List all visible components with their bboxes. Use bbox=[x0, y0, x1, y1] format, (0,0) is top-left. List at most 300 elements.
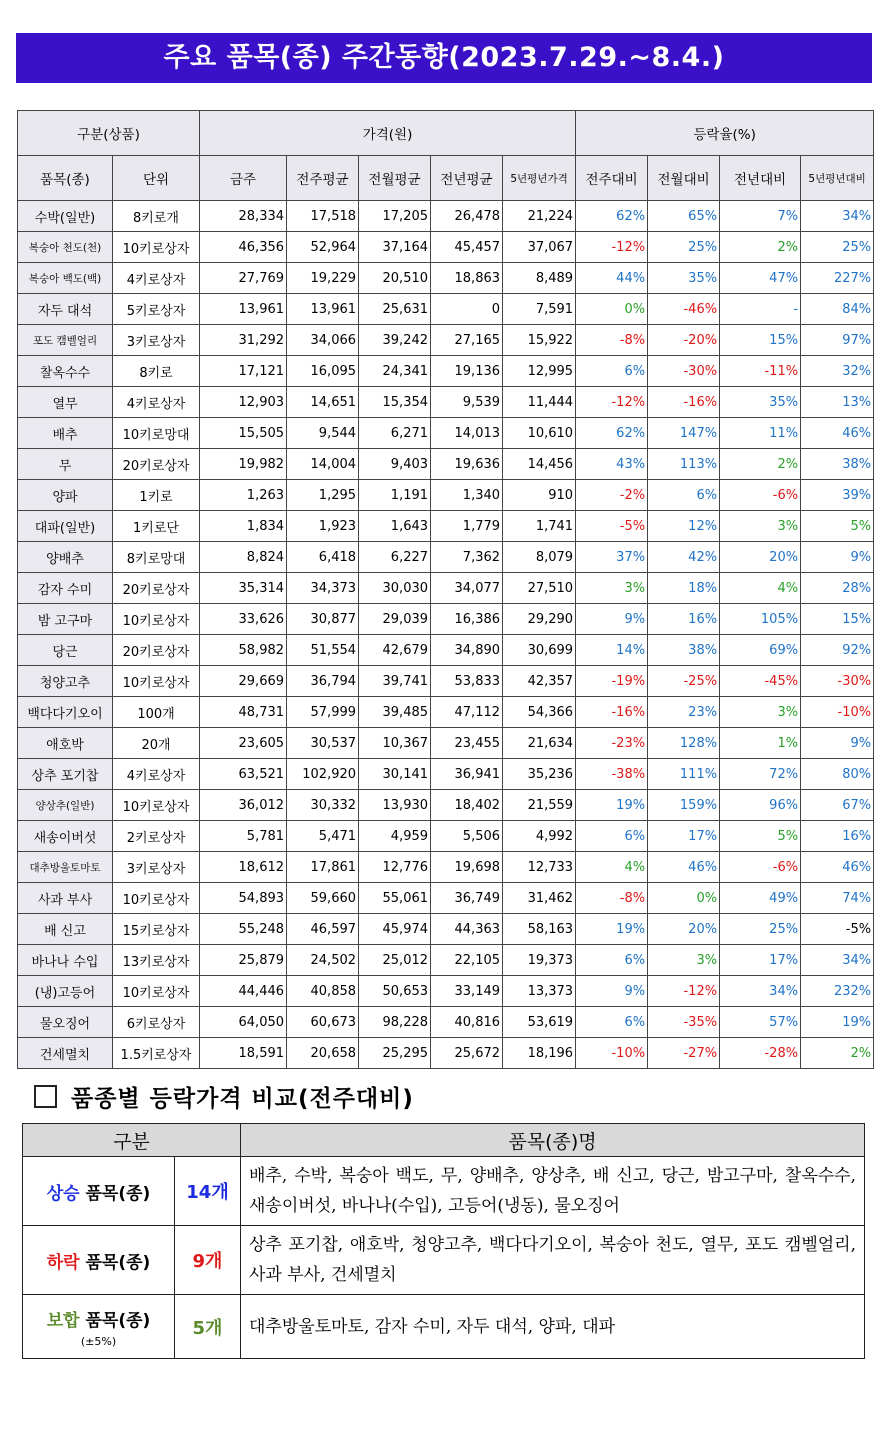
price-cell: 1,643 bbox=[359, 511, 431, 542]
change-cell: 113% bbox=[648, 449, 720, 480]
compare-category bbox=[23, 1295, 175, 1359]
item-name: 사과 부사 bbox=[18, 883, 113, 914]
change-cell: 57% bbox=[720, 1007, 801, 1038]
change-cell: 25% bbox=[720, 914, 801, 945]
item-unit: 4키로상자 bbox=[113, 387, 200, 418]
price-cell: 1,340 bbox=[431, 480, 503, 511]
item-unit: 4키로상자 bbox=[113, 759, 200, 790]
change-cell: 32% bbox=[801, 356, 874, 387]
table-row bbox=[18, 232, 874, 263]
compare-items: 대추방울토마토, 감자 수미, 자두 대석, 양파, 대파 bbox=[241, 1295, 865, 1359]
compare-category-suffix: 품목(종) bbox=[79, 1183, 151, 1204]
change-cell: 6% bbox=[576, 945, 648, 976]
table-row bbox=[18, 852, 874, 883]
price-cell: 25,012 bbox=[359, 945, 431, 976]
item-unit: 20키로상자 bbox=[113, 573, 200, 604]
change-cell: -25% bbox=[648, 666, 720, 697]
change-cell: -11% bbox=[720, 356, 801, 387]
price-cell: 24,341 bbox=[359, 356, 431, 387]
price-cell: 30,699 bbox=[503, 635, 576, 666]
price-cell: 34,077 bbox=[431, 573, 503, 604]
price-cell: 7,591 bbox=[503, 294, 576, 325]
change-cell: 25% bbox=[801, 232, 874, 263]
change-cell: 17% bbox=[720, 945, 801, 976]
compare-category-suffix: 품목(종) bbox=[79, 1252, 151, 1273]
change-cell: 23% bbox=[648, 697, 720, 728]
price-cell: 28,334 bbox=[200, 201, 287, 232]
change-cell: -12% bbox=[576, 232, 648, 263]
change-cell: 9% bbox=[801, 542, 874, 573]
price-cell: 54,893 bbox=[200, 883, 287, 914]
change-cell: -19% bbox=[576, 666, 648, 697]
item-unit: 10키로상자 bbox=[113, 976, 200, 1007]
change-cell: -45% bbox=[720, 666, 801, 697]
table-row bbox=[18, 325, 874, 356]
item-unit: 3키로상자 bbox=[113, 325, 200, 356]
change-cell: 5% bbox=[720, 821, 801, 852]
price-cell: 10,367 bbox=[359, 728, 431, 759]
section-title-text: 품종별 등락가격 비교(전주대비) bbox=[71, 1086, 414, 1112]
item-unit: 4키로상자 bbox=[113, 263, 200, 294]
price-cell: 1,834 bbox=[200, 511, 287, 542]
price-cell: 6,227 bbox=[359, 542, 431, 573]
item-name: 대파(일반) bbox=[18, 511, 113, 542]
column-header: 전월평균 bbox=[359, 156, 431, 201]
price-cell: 8,079 bbox=[503, 542, 576, 573]
item-unit: 10키로상자 bbox=[113, 883, 200, 914]
table-row bbox=[18, 263, 874, 294]
item-unit: 100개 bbox=[113, 697, 200, 728]
change-cell: -12% bbox=[576, 387, 648, 418]
change-cell: 2% bbox=[720, 449, 801, 480]
price-cell: 14,004 bbox=[287, 449, 359, 480]
compare-header-category: 구분 bbox=[23, 1124, 241, 1157]
change-cell: 20% bbox=[648, 914, 720, 945]
price-cell: 12,733 bbox=[503, 852, 576, 883]
price-cell: 40,858 bbox=[287, 976, 359, 1007]
price-cell: 18,612 bbox=[200, 852, 287, 883]
price-cell: 50,653 bbox=[359, 976, 431, 1007]
compare-row bbox=[23, 1226, 865, 1295]
change-cell: 3% bbox=[576, 573, 648, 604]
table-row bbox=[18, 821, 874, 852]
item-name: 무 bbox=[18, 449, 113, 480]
price-cell: 13,930 bbox=[359, 790, 431, 821]
price-cell: 37,164 bbox=[359, 232, 431, 263]
column-header: 전주대비 bbox=[576, 156, 648, 201]
change-cell: 227% bbox=[801, 263, 874, 294]
price-cell: 39,485 bbox=[359, 697, 431, 728]
change-cell: 43% bbox=[576, 449, 648, 480]
item-name: 복숭아 천도(천) bbox=[18, 232, 113, 263]
price-cell: 45,457 bbox=[431, 232, 503, 263]
table-row bbox=[18, 914, 874, 945]
price-cell: 15,505 bbox=[200, 418, 287, 449]
price-cell: 18,591 bbox=[200, 1038, 287, 1069]
change-cell: -46% bbox=[648, 294, 720, 325]
price-cell: 13,961 bbox=[287, 294, 359, 325]
price-cell: 16,095 bbox=[287, 356, 359, 387]
change-cell: 47% bbox=[720, 263, 801, 294]
price-cell: 23,605 bbox=[200, 728, 287, 759]
compare-category-suffix: 품목(종) bbox=[79, 1310, 151, 1331]
price-cell: 8,824 bbox=[200, 542, 287, 573]
item-unit: 2키로상자 bbox=[113, 821, 200, 852]
change-cell: -10% bbox=[801, 697, 874, 728]
item-name: 당근 bbox=[18, 635, 113, 666]
price-cell: 25,631 bbox=[359, 294, 431, 325]
change-cell: 42% bbox=[648, 542, 720, 573]
table-row bbox=[18, 356, 874, 387]
item-name: 대추방울토마토 bbox=[18, 852, 113, 883]
change-cell: 0% bbox=[648, 883, 720, 914]
change-cell: 17% bbox=[648, 821, 720, 852]
change-cell: 96% bbox=[720, 790, 801, 821]
table-row bbox=[18, 511, 874, 542]
change-cell: -6% bbox=[720, 480, 801, 511]
price-cell: 4,959 bbox=[359, 821, 431, 852]
price-cell: 58,982 bbox=[200, 635, 287, 666]
price-cell: 44,446 bbox=[200, 976, 287, 1007]
change-cell: -10% bbox=[576, 1038, 648, 1069]
item-name: 애호박 bbox=[18, 728, 113, 759]
column-header: 품목(종) bbox=[18, 156, 113, 201]
table-row bbox=[18, 542, 874, 573]
compare-category bbox=[23, 1157, 175, 1226]
price-cell: 34,373 bbox=[287, 573, 359, 604]
item-name: 배 신고 bbox=[18, 914, 113, 945]
price-cell: 52,964 bbox=[287, 232, 359, 263]
price-cell: 25,295 bbox=[359, 1038, 431, 1069]
item-name: 열무 bbox=[18, 387, 113, 418]
item-unit: 1키로 bbox=[113, 480, 200, 511]
change-cell: 19% bbox=[576, 790, 648, 821]
column-header: 금주 bbox=[200, 156, 287, 201]
column-header: 전년평균 bbox=[431, 156, 503, 201]
item-name: 건세멸치 bbox=[18, 1038, 113, 1069]
change-cell: 38% bbox=[801, 449, 874, 480]
change-cell: 18% bbox=[648, 573, 720, 604]
compare-category-label: 하락 bbox=[46, 1252, 80, 1273]
price-cell: 21,224 bbox=[503, 201, 576, 232]
price-cell: 27,165 bbox=[431, 325, 503, 356]
item-unit: 15키로상자 bbox=[113, 914, 200, 945]
price-cell: 54,366 bbox=[503, 697, 576, 728]
change-cell: -28% bbox=[720, 1038, 801, 1069]
price-cell: 98,228 bbox=[359, 1007, 431, 1038]
change-cell: 159% bbox=[648, 790, 720, 821]
header-price: 가격(원) bbox=[200, 111, 576, 156]
price-cell: 34,890 bbox=[431, 635, 503, 666]
price-cell: 53,619 bbox=[503, 1007, 576, 1038]
price-cell: 53,833 bbox=[431, 666, 503, 697]
price-cell: 17,121 bbox=[200, 356, 287, 387]
table-row bbox=[18, 449, 874, 480]
item-name: (냉)고등어 bbox=[18, 976, 113, 1007]
price-cell: 19,136 bbox=[431, 356, 503, 387]
change-cell: 34% bbox=[801, 945, 874, 976]
compare-category-label: 보합 bbox=[46, 1310, 80, 1331]
change-cell: 232% bbox=[801, 976, 874, 1007]
item-unit: 8키로망대 bbox=[113, 542, 200, 573]
change-cell: 12% bbox=[648, 511, 720, 542]
price-cell: 17,861 bbox=[287, 852, 359, 883]
price-cell: 27,769 bbox=[200, 263, 287, 294]
price-cell: 26,478 bbox=[431, 201, 503, 232]
price-cell: 60,673 bbox=[287, 1007, 359, 1038]
item-name: 양상추(일반) bbox=[18, 790, 113, 821]
compare-category-note: (±5%) bbox=[80, 1334, 117, 1348]
item-name: 감자 수미 bbox=[18, 573, 113, 604]
price-cell: 14,651 bbox=[287, 387, 359, 418]
price-cell: 12,903 bbox=[200, 387, 287, 418]
change-cell: 13% bbox=[801, 387, 874, 418]
change-cell: -20% bbox=[648, 325, 720, 356]
item-unit: 10키로상자 bbox=[113, 790, 200, 821]
change-cell: 69% bbox=[720, 635, 801, 666]
price-cell: 36,012 bbox=[200, 790, 287, 821]
change-cell: 74% bbox=[801, 883, 874, 914]
change-cell: 105% bbox=[720, 604, 801, 635]
column-header: 5년평년대비 bbox=[801, 156, 874, 201]
price-cell: 30,141 bbox=[359, 759, 431, 790]
price-cell: 46,356 bbox=[200, 232, 287, 263]
change-cell: 34% bbox=[720, 976, 801, 1007]
change-cell: 92% bbox=[801, 635, 874, 666]
price-cell: 35,314 bbox=[200, 573, 287, 604]
item-unit: 8키로개 bbox=[113, 201, 200, 232]
item-unit: 13키로상자 bbox=[113, 945, 200, 976]
price-cell: 16,386 bbox=[431, 604, 503, 635]
item-name: 배추 bbox=[18, 418, 113, 449]
price-cell: 12,995 bbox=[503, 356, 576, 387]
price-cell: 21,559 bbox=[503, 790, 576, 821]
price-cell: 59,660 bbox=[287, 883, 359, 914]
price-cell: 5,506 bbox=[431, 821, 503, 852]
price-cell: 19,982 bbox=[200, 449, 287, 480]
price-cell: 63,521 bbox=[200, 759, 287, 790]
price-cell: 24,502 bbox=[287, 945, 359, 976]
change-cell: 2% bbox=[720, 232, 801, 263]
price-cell: 14,456 bbox=[503, 449, 576, 480]
item-name: 수박(일반) bbox=[18, 201, 113, 232]
item-name: 백다다기오이 bbox=[18, 697, 113, 728]
price-cell: 36,794 bbox=[287, 666, 359, 697]
item-unit: 10키로망대 bbox=[113, 418, 200, 449]
price-cell: 64,050 bbox=[200, 1007, 287, 1038]
price-cell: 44,363 bbox=[431, 914, 503, 945]
item-unit: 3키로상자 bbox=[113, 852, 200, 883]
change-cell: 28% bbox=[801, 573, 874, 604]
change-cell: 62% bbox=[576, 201, 648, 232]
change-cell: 2% bbox=[801, 1038, 874, 1069]
table-row bbox=[18, 666, 874, 697]
change-cell: 147% bbox=[648, 418, 720, 449]
price-cell: 19,636 bbox=[431, 449, 503, 480]
change-cell: 3% bbox=[720, 511, 801, 542]
item-unit: 10키로상자 bbox=[113, 604, 200, 635]
price-cell: 1,263 bbox=[200, 480, 287, 511]
price-cell: 23,455 bbox=[431, 728, 503, 759]
change-cell: -2% bbox=[576, 480, 648, 511]
table-row bbox=[18, 573, 874, 604]
price-cell: 31,462 bbox=[503, 883, 576, 914]
change-cell: 65% bbox=[648, 201, 720, 232]
table-row bbox=[18, 387, 874, 418]
change-cell: 6% bbox=[576, 821, 648, 852]
column-header: 5년평년가격 bbox=[503, 156, 576, 201]
table-row bbox=[18, 1007, 874, 1038]
change-cell: -30% bbox=[648, 356, 720, 387]
change-cell: 128% bbox=[648, 728, 720, 759]
change-cell: -27% bbox=[648, 1038, 720, 1069]
price-cell: 36,941 bbox=[431, 759, 503, 790]
change-cell: 19% bbox=[576, 914, 648, 945]
price-cell: 25,879 bbox=[200, 945, 287, 976]
price-cell: 42,357 bbox=[503, 666, 576, 697]
change-cell: 19% bbox=[801, 1007, 874, 1038]
change-cell: -8% bbox=[576, 325, 648, 356]
price-cell: 9,539 bbox=[431, 387, 503, 418]
price-cell: 30,877 bbox=[287, 604, 359, 635]
price-cell: 5,471 bbox=[287, 821, 359, 852]
price-cell: 34,066 bbox=[287, 325, 359, 356]
price-cell: 51,554 bbox=[287, 635, 359, 666]
item-name: 물오징어 bbox=[18, 1007, 113, 1038]
price-cell: 5,781 bbox=[200, 821, 287, 852]
header-change: 등락율(%) bbox=[576, 111, 874, 156]
price-cell: 1,191 bbox=[359, 480, 431, 511]
price-cell: 39,741 bbox=[359, 666, 431, 697]
change-cell: 35% bbox=[720, 387, 801, 418]
table-row bbox=[18, 697, 874, 728]
price-cell: 57,999 bbox=[287, 697, 359, 728]
price-cell: 47,112 bbox=[431, 697, 503, 728]
item-name: 새송이버섯 bbox=[18, 821, 113, 852]
price-cell: 1,295 bbox=[287, 480, 359, 511]
price-cell: 27,510 bbox=[503, 573, 576, 604]
price-cell: 19,698 bbox=[431, 852, 503, 883]
change-cell: -5% bbox=[801, 914, 874, 945]
price-cell: 13,373 bbox=[503, 976, 576, 1007]
price-cell: 4,992 bbox=[503, 821, 576, 852]
page-title: 주요 품목(종) 주간동향(2023.7.29.~8.4.) bbox=[16, 33, 872, 83]
checkbox-icon bbox=[34, 1085, 57, 1108]
change-cell: 20% bbox=[720, 542, 801, 573]
change-cell: - bbox=[720, 294, 801, 325]
item-unit: 10키로상자 bbox=[113, 666, 200, 697]
price-cell: 29,039 bbox=[359, 604, 431, 635]
column-header: 전월대비 bbox=[648, 156, 720, 201]
price-cell: 42,679 bbox=[359, 635, 431, 666]
change-cell: 14% bbox=[576, 635, 648, 666]
item-unit: 20키로상자 bbox=[113, 449, 200, 480]
item-name: 청양고추 bbox=[18, 666, 113, 697]
price-cell: 20,510 bbox=[359, 263, 431, 294]
price-cell: 21,634 bbox=[503, 728, 576, 759]
change-cell: -38% bbox=[576, 759, 648, 790]
change-cell: 15% bbox=[720, 325, 801, 356]
price-cell: 55,061 bbox=[359, 883, 431, 914]
price-cell: 36,749 bbox=[431, 883, 503, 914]
table-row bbox=[18, 759, 874, 790]
column-header: 단위 bbox=[113, 156, 200, 201]
price-cell: 30,332 bbox=[287, 790, 359, 821]
compare-table bbox=[22, 1123, 865, 1359]
change-cell: 1% bbox=[720, 728, 801, 759]
item-name: 밤 고구마 bbox=[18, 604, 113, 635]
item-name: 복숭아 백도(백) bbox=[18, 263, 113, 294]
change-cell: 9% bbox=[801, 728, 874, 759]
price-cell: 33,626 bbox=[200, 604, 287, 635]
compare-row bbox=[23, 1295, 865, 1359]
price-cell: 9,544 bbox=[287, 418, 359, 449]
price-cell: 22,105 bbox=[431, 945, 503, 976]
table-row bbox=[18, 1038, 874, 1069]
price-cell: 20,658 bbox=[287, 1038, 359, 1069]
price-cell: 45,974 bbox=[359, 914, 431, 945]
change-cell: 0% bbox=[576, 294, 648, 325]
change-cell: 35% bbox=[648, 263, 720, 294]
price-cell: 1,779 bbox=[431, 511, 503, 542]
item-name: 자두 대석 bbox=[18, 294, 113, 325]
item-unit: 20키로상자 bbox=[113, 635, 200, 666]
compare-header-items: 품목(종)명 bbox=[241, 1124, 865, 1157]
change-cell: 39% bbox=[801, 480, 874, 511]
change-cell: -6% bbox=[720, 852, 801, 883]
change-cell: 62% bbox=[576, 418, 648, 449]
price-cell: 102,920 bbox=[287, 759, 359, 790]
price-cell: 30,537 bbox=[287, 728, 359, 759]
item-name: 포도 캠벨얼리 bbox=[18, 325, 113, 356]
change-cell: 6% bbox=[648, 480, 720, 511]
change-cell: 97% bbox=[801, 325, 874, 356]
change-cell: -12% bbox=[648, 976, 720, 1007]
change-cell: 6% bbox=[576, 356, 648, 387]
compare-category-label: 상승 bbox=[46, 1183, 80, 1204]
change-cell: 46% bbox=[648, 852, 720, 883]
table-row bbox=[18, 604, 874, 635]
change-cell: -23% bbox=[576, 728, 648, 759]
price-cell: 37,067 bbox=[503, 232, 576, 263]
price-cell: 18,196 bbox=[503, 1038, 576, 1069]
price-cell: 10,610 bbox=[503, 418, 576, 449]
price-cell: 29,669 bbox=[200, 666, 287, 697]
compare-items: 배추, 수박, 복숭아 백도, 무, 양배추, 양상추, 배 신고, 당근, 밤고구마, 찰옥수수, 새송이버섯, 바나나(수입), 고등어(냉동), 물오징어 bbox=[241, 1157, 865, 1226]
item-unit: 1키로단 bbox=[113, 511, 200, 542]
change-cell: -30% bbox=[801, 666, 874, 697]
price-cell: 19,373 bbox=[503, 945, 576, 976]
item-name: 바나나 수입 bbox=[18, 945, 113, 976]
header-category: 구분(상품) bbox=[18, 111, 200, 156]
change-cell: -16% bbox=[648, 387, 720, 418]
change-cell: 5% bbox=[801, 511, 874, 542]
price-table bbox=[17, 110, 874, 1069]
change-cell: 9% bbox=[576, 604, 648, 635]
change-cell: 7% bbox=[720, 201, 801, 232]
price-cell: 35,236 bbox=[503, 759, 576, 790]
price-cell: 14,013 bbox=[431, 418, 503, 449]
change-cell: 44% bbox=[576, 263, 648, 294]
price-cell: 55,248 bbox=[200, 914, 287, 945]
price-cell: 15,922 bbox=[503, 325, 576, 356]
change-cell: 38% bbox=[648, 635, 720, 666]
change-cell: 16% bbox=[801, 821, 874, 852]
table-row bbox=[18, 728, 874, 759]
change-cell: 11% bbox=[720, 418, 801, 449]
price-cell: 6,271 bbox=[359, 418, 431, 449]
change-cell: 15% bbox=[801, 604, 874, 635]
